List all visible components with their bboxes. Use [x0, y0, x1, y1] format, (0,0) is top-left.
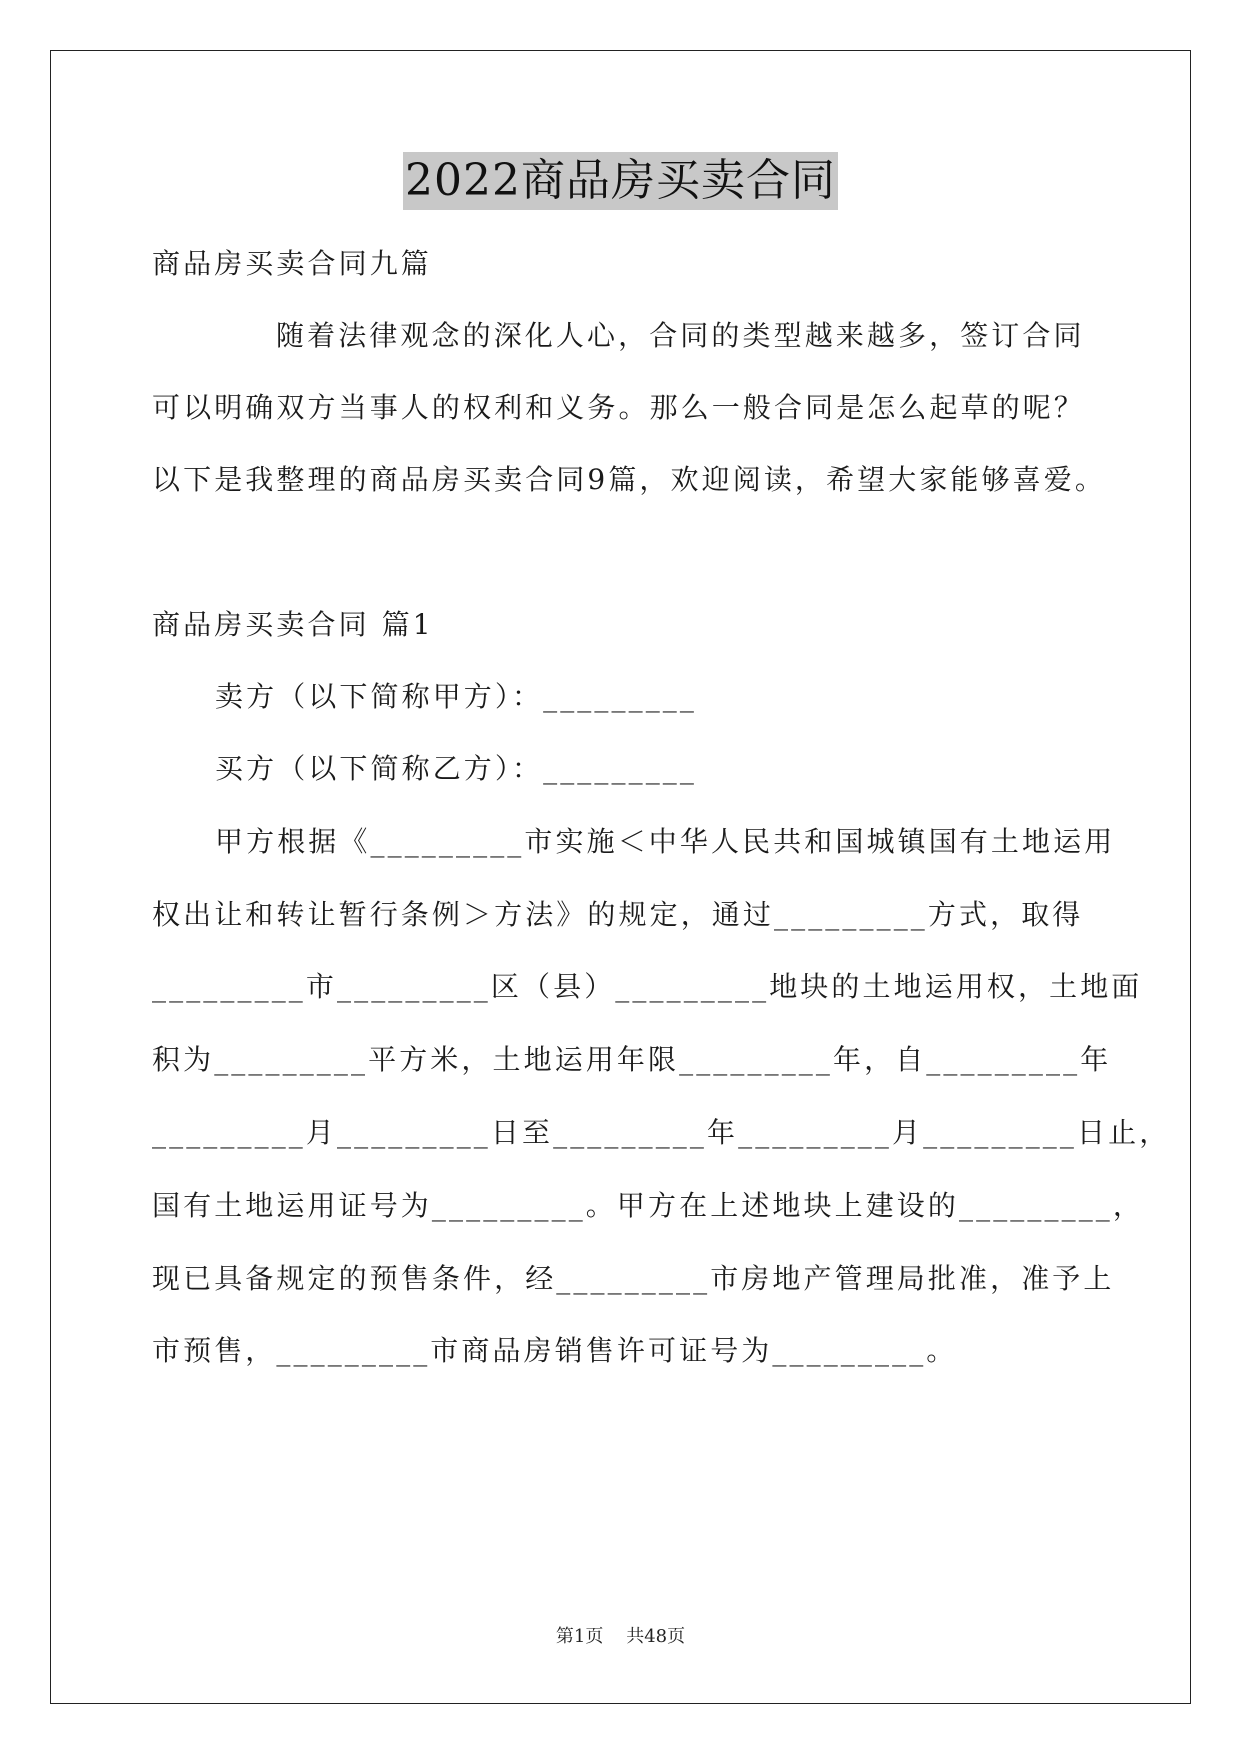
intro-line-1: 随着法律观念的深化人心，合同的类型越来越多，签订合同 — [276, 319, 1085, 352]
body-line-8: 市预售，_________市商品房销售许可证号为_________。 — [152, 1334, 958, 1367]
intro-line-3: 以下是我整理的商品房买卖合同9篇，欢迎阅读，希望大家能够喜爱。 — [152, 463, 1106, 496]
total-pages: 共48页 — [626, 1626, 686, 1647]
body-line-7: 现已具备规定的预售条件，经_________市房地产管理局批准，准予上 — [152, 1262, 1115, 1295]
page-footer — [0, 1625, 1241, 1649]
intro-line-2: 可以明确双方当事人的权利和义务。那么一般合同是怎么起草的呢？ — [152, 391, 1086, 424]
body-line-3: _________市_________区（县）_________地块的土地运用权，土地面 — [152, 970, 1143, 1003]
page-border — [50, 50, 1191, 1704]
body-line-2: 权出让和转让暂行条例＞方法》的规定，通过_________方式，取得 — [152, 898, 1084, 931]
document-subtitle: 商品房买卖合同九篇 — [152, 247, 432, 280]
body-line-5: _________月_________日至_________年_________月_________日止， — [152, 1116, 1171, 1149]
page-number: 第1页 — [555, 1626, 604, 1647]
body-line-6: 国有土地运用证号为_________。甲方在上述地块上建设的_________， — [152, 1189, 1145, 1222]
section-heading: 商品房买卖合同 篇1 — [152, 608, 434, 641]
document-title: 2022商品房买卖合同 — [403, 152, 838, 210]
body-line-1: 甲方根据《_________市实施＜中华人民共和国城镇国有土地运用 — [215, 825, 1116, 858]
title-container — [0, 152, 1241, 210]
seller-line: 卖方（以下简称甲方）：_________ — [215, 680, 698, 713]
buyer-line: 买方（以下简称乙方）：_________ — [215, 752, 698, 785]
body-line-4: 积为_________平方米，土地运用年限_________年，自_________年 — [152, 1043, 1112, 1076]
